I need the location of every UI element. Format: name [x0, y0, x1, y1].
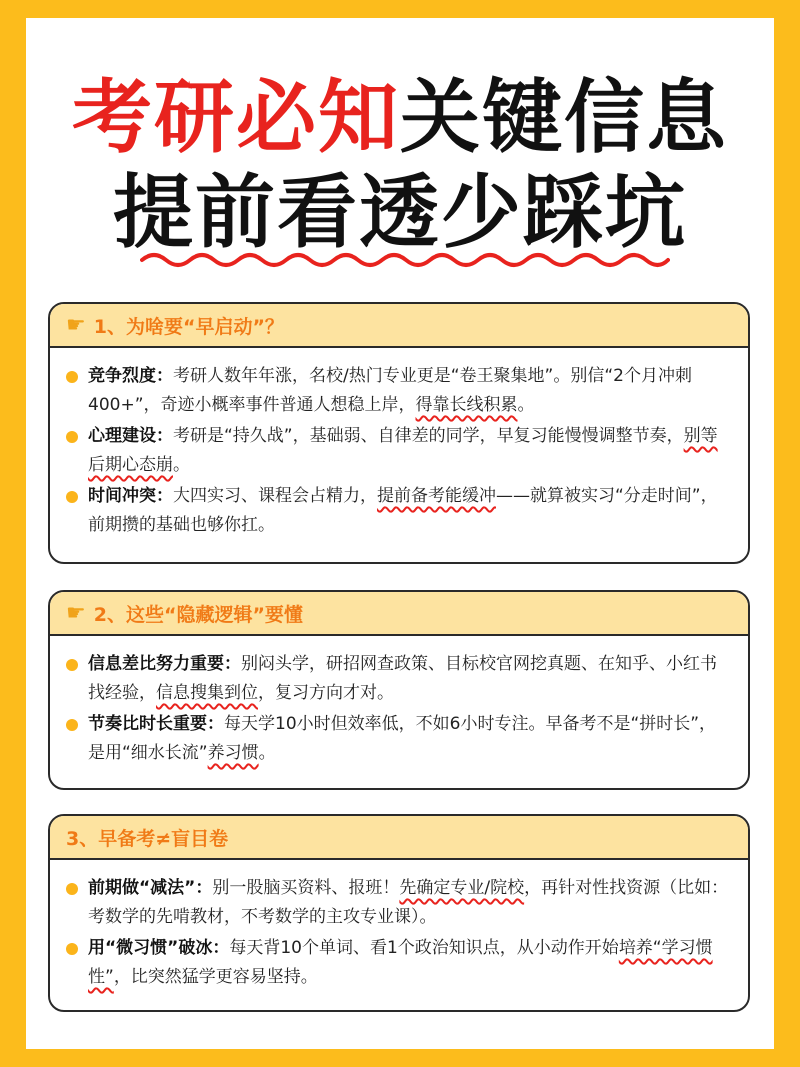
item-text-after: 。 — [517, 395, 535, 415]
item-text: 考研人数年年涨，名校/热门专业更是“卷王聚集地”。别信“2个月冲刺400+”，奇迹小概率事件普通人想稳上岸， — [88, 366, 692, 415]
page-title-line2: 提前看透少踩坑 — [113, 166, 687, 259]
bullet-dot-icon — [66, 491, 78, 503]
item-underlined: 养习惯 — [207, 743, 259, 763]
list-item — [66, 422, 732, 480]
list-item — [66, 650, 732, 708]
bullet-dot-icon — [66, 719, 78, 731]
list-item — [66, 874, 732, 932]
item-text: 考研是“持久战”，基础弱、自律差的同学，早复习能慢慢调整节奏， — [173, 426, 684, 446]
section-card-3 — [48, 814, 750, 1012]
section-header-2 — [50, 592, 748, 636]
bullet-dot-icon — [66, 371, 78, 383]
item-text-after: ——就算被实习“分走时间”，前期攒的基础也够你扛。 — [88, 486, 718, 535]
item-lead: 节奏比时长重要： — [88, 714, 224, 734]
section-header-1 — [50, 304, 748, 348]
item-text: 每天学10小时但效率低，不如6小时专注。早备考不是“拼时长”，是用“细水长流” — [88, 714, 717, 763]
title-red-part: 考研必知 — [72, 71, 400, 164]
list-item — [66, 482, 732, 540]
section-header-3 — [50, 816, 748, 860]
list-item — [66, 362, 732, 420]
item-underlined: 别等后期心态崩 — [88, 426, 718, 475]
item-lead: 竞争烈度： — [88, 366, 173, 386]
item-lead: 前期做“减法”： — [88, 878, 213, 898]
item-text-after: ，复习方向才对。 — [258, 683, 394, 703]
item-underlined: 培养“学习惯性” — [88, 938, 713, 987]
item-lead: 信息差比努力重要： — [88, 654, 241, 674]
item-text: 大四实习、课程会占精力， — [173, 486, 377, 506]
section-heading: 2、这些“隐藏逻辑”要懂 — [93, 603, 303, 626]
item-text-after: 。 — [173, 455, 190, 475]
item-underlined: 得靠长线积累 — [415, 395, 518, 415]
bullet-dot-icon — [66, 943, 78, 955]
page-title-line1 — [0, 70, 800, 166]
section-card-1 — [48, 302, 750, 564]
bullet-dot-icon — [66, 883, 78, 895]
item-underlined: 信息搜集到位 — [156, 683, 258, 703]
item-underlined: 先确定专业/院校 — [399, 878, 525, 898]
section-heading: 1、为啥要“早启动”？ — [93, 315, 284, 338]
item-text: 别闷头学，研招网查政策、目标校官网挖真题、在知乎、小红书找经验， — [88, 654, 717, 703]
title-black-part: 关键信息 — [400, 71, 728, 164]
item-text: 别一股脑买资料、报班！ — [212, 878, 400, 898]
pointing-hand-icon: ☛ — [66, 312, 86, 338]
title-wave-underline — [140, 248, 670, 270]
item-underlined: 提前备考能缓冲 — [377, 486, 496, 506]
pointing-hand-icon: ☛ — [66, 600, 86, 626]
bullet-dot-icon — [66, 431, 78, 443]
item-text-after: ，比突然猛学更容易坚持。 — [113, 967, 318, 987]
item-text-after: ，再针对性找资源（比如：考数学的先啃教材，不考数学的主攻专业课）。 — [88, 878, 729, 927]
item-lead: 用“微习惯”破冰： — [88, 938, 230, 958]
list-item — [66, 934, 732, 992]
section-card-2 — [48, 590, 750, 790]
section-heading: 3、早备考≠盲目卷 — [66, 827, 229, 850]
list-item — [66, 710, 732, 768]
item-lead: 时间冲突： — [88, 486, 173, 506]
item-lead: 心理建设： — [88, 426, 173, 446]
bullet-dot-icon — [66, 659, 78, 671]
item-text-after: 。 — [258, 743, 276, 763]
item-text: 每天背10个单词、看1个政治知识点，从小动作开始 — [229, 938, 619, 958]
